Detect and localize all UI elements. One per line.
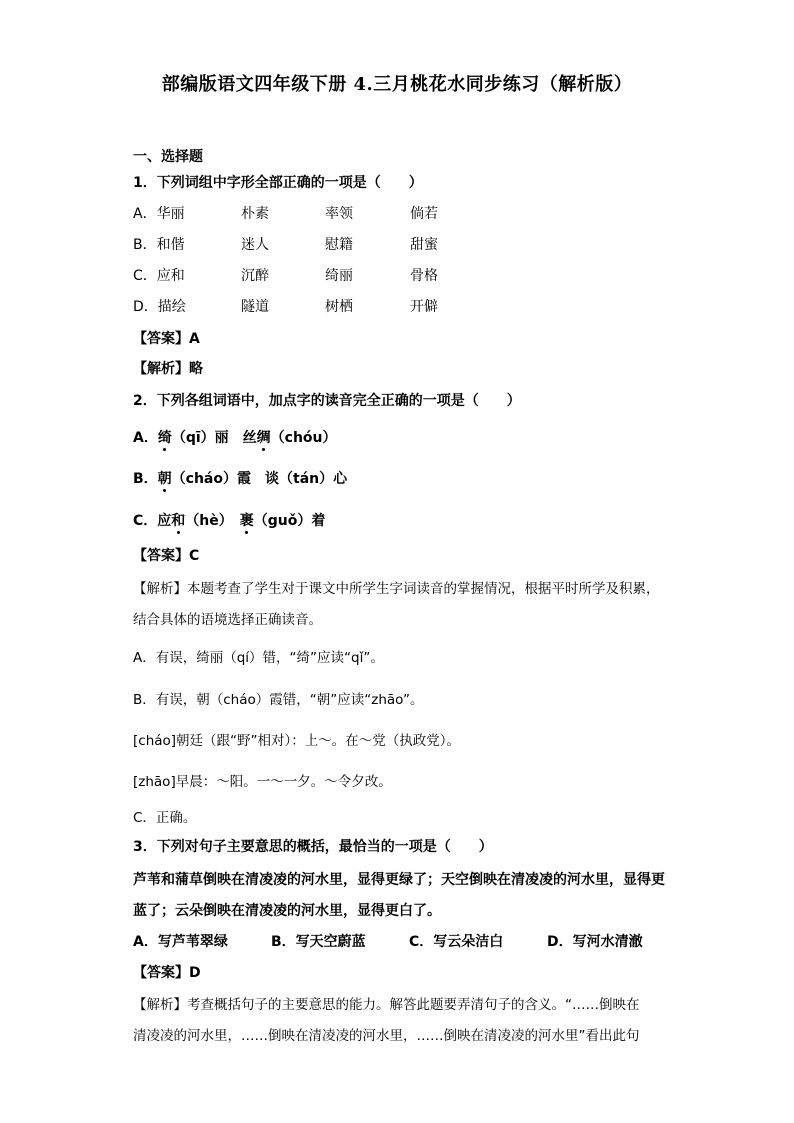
q2-stem: 2．下列各组词语中，加点字的读音完全正确的一项是（ ） bbox=[133, 393, 521, 409]
q3-option-a: A．写芦苇翠绿 bbox=[133, 934, 228, 950]
q1-d-word4: 开僻 bbox=[410, 299, 438, 315]
q2-option-b bbox=[133, 468, 347, 488]
q1-a-word2: 朴素 bbox=[241, 206, 269, 222]
q3-answer: 【答案】D bbox=[133, 965, 201, 981]
q3-option-d: D．写河水清澈 bbox=[547, 934, 643, 950]
q1-b-word1: B．和偕 bbox=[133, 237, 185, 253]
q2-a-text-1: （qī）丽 丝 bbox=[171, 430, 257, 446]
q1-d-word1: D．描绘 bbox=[133, 299, 186, 315]
q2-note-b: B．有误，朝（cháo）霞错，“朝”应读“zhāo”。 bbox=[133, 692, 424, 708]
q1-analysis: 【解析】略 bbox=[133, 361, 203, 377]
q3-stem: 3．下列对句子主要意思的概括，最恰当的一项是（ ） bbox=[133, 839, 493, 855]
q2-a-label: A． bbox=[133, 430, 158, 446]
q2-note-a: A．有误，绮丽（qí）错，“绮”应读“qǐ”。 bbox=[133, 650, 384, 666]
q2-a-dotted-char-1: 绮 bbox=[157, 430, 172, 446]
q2-option-c bbox=[133, 510, 325, 530]
q2-c-dotted-char-1: 和 bbox=[171, 513, 186, 529]
q1-d-word2: 隧道 bbox=[241, 299, 269, 315]
q1-b-word4: 甜蜜 bbox=[410, 237, 438, 253]
q2-a-dotted-char-2: 绸 bbox=[256, 430, 271, 446]
q2-a-text-2: （chóu） bbox=[270, 430, 337, 446]
q2-c-text-1: （hè） bbox=[185, 513, 240, 529]
q2-b-dotted-char-1: 朝 bbox=[157, 471, 172, 487]
q2-analysis-line2: 结合具体的语境选择正确读音。 bbox=[133, 612, 322, 628]
q1-d-word3: 树栖 bbox=[325, 299, 353, 315]
q1-a-word1: A．华丽 bbox=[133, 206, 185, 222]
q3-option-b: B．写天空蔚蓝 bbox=[271, 934, 366, 950]
q2-c-dotted-char-2: 裹 bbox=[239, 513, 254, 529]
q2-b-text-1: （cháo）霞 谈（ bbox=[171, 471, 294, 487]
q2-definition-zhao: [zhāo]早晨：～阳。一～一夕。～令夕改。 bbox=[133, 774, 392, 790]
q1-c-word2: 沉醉 bbox=[241, 268, 269, 284]
q2-analysis-line1: 【解析】本题考查了学生对于课文中所学生字词读音的掌握情况，根据平时所学及积累， bbox=[133, 581, 660, 597]
q2-c-label: C．应 bbox=[133, 513, 172, 529]
q1-c-word3: 绮丽 bbox=[325, 268, 353, 284]
q2-answer: 【答案】C bbox=[133, 548, 200, 564]
q1-a-word4: 倘若 bbox=[410, 206, 438, 222]
q1-c-word4: 骨格 bbox=[410, 268, 438, 284]
page-title: 部编版语文四年级下册 4.三月桃花水同步练习（解析版） bbox=[161, 74, 633, 95]
q3-analysis-line2: 清凌凌的河水里，……倒映在清凌凌的河水里，……倒映在清凌凌的河水里”看出此句 bbox=[133, 1028, 640, 1044]
q1-c-word1: C．应和 bbox=[133, 268, 185, 284]
q2-option-a bbox=[133, 427, 337, 447]
q3-sentence-line2: 蓝了；云朵倒映在清凌凌的河水里，显得更白了。 bbox=[133, 903, 441, 919]
q2-b-label: B． bbox=[133, 471, 158, 487]
q2-definition-chao: [cháo]朝廷（跟“野”相对）：上～。在～党（执政党）。 bbox=[133, 733, 461, 749]
q3-option-c: C．写云朵洁白 bbox=[409, 934, 504, 950]
q3-analysis-line1: 【解析】考查概括句子的主要意思的能力。解答此题要弄清句子的含义。“……倒映在 bbox=[133, 997, 640, 1013]
q1-b-word3: 慰籍 bbox=[325, 237, 353, 253]
q3-sentence-line1: 芦苇和蒲草倒映在清凌凌的河水里，显得更绿了；天空倒映在清凌凌的河水里，显得更 bbox=[133, 872, 665, 888]
q1-b-word2: 迷人 bbox=[241, 237, 269, 253]
q1-stem: 1．下列词组中字形全部正确的一项是（ ） bbox=[133, 175, 423, 191]
q2-c-text-2: （guǒ）着 bbox=[253, 513, 326, 529]
q1-answer: 【答案】A bbox=[133, 331, 200, 347]
q2-b-text-2: tán）心 bbox=[293, 471, 348, 487]
section-heading: 一、选择题 bbox=[133, 149, 203, 165]
q1-a-word3: 率领 bbox=[325, 206, 353, 222]
q2-note-c: C．正确。 bbox=[133, 810, 197, 826]
